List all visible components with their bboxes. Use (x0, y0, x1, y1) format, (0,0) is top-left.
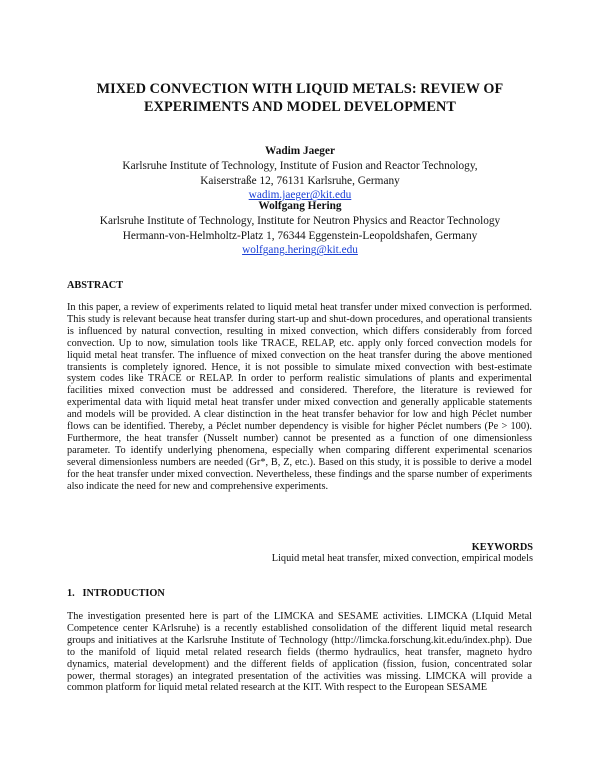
author-address: Kaiserstraße 12, 76131 Karlsruhe, Germany (200, 174, 400, 187)
author-name: Wadim Jaeger (265, 145, 335, 157)
author-block (40, 199, 560, 258)
paper-title: MIXED CONVECTION WITH LIQUID METALS: REVIEW OF EXPERIMENTS AND MODEL DEVELOPMENT (96, 81, 504, 115)
author-block (40, 144, 560, 203)
introduction-text: The investigation presented here is part of the LIMCKA and SESAME activities. LIMCKA (LIquid Metal Competence center KArlsruhe) is a recently established consolidation of the different liquid metal research groups and initiatives at the Karlsruhe Institute of Technology (http://limcka.forschung.kit.edu/index.php). Due to the manifold of liquid metal related research fields (thermo hydraulics, heat transfer, magneto hydro dynamics, material development) and the different fields of application (fission, fusion, concentrated solar power, thermal storages) an integrated presentation of the activities was missing. LIMCKA will provide a common platform for liquid metal related research at the KIT. With respect to the European SESAME (67, 611, 532, 694)
abstract-text: In this paper, a review of experiments related to liquid metal heat transfer under mixed convection is performed. This study is relevant because heat transfer during start-up and shut-down procedures, and operational transients is influenced by natural convection, resulting in mixed convection, which differs considerably from forced convection. Up to now, simulation tools like TRACE, RELAP, etc. apply only forced convection models for liquid metal heat transfer. The influence of mixed convection on the heat transfer during the above mentioned transients is completely ignored. Hence, it is not possible to simulate mixed convection with best-estimate system codes like TRACE or RELAP. In order to perform realistic simulations of plants and experimental facilities mixed convection must be addressed and considered. Therefore, the literature is reviewed for experimental data with liquid metal heat transfer under mixed convection and generally applicable statements and models will be provided. A clear distinction in the heat transfer behavior for low and high Péclet number flows can be identified. Thereby, a Péclet number dependency is visible for higher Péclet numbers (Pe > 100). Furthermore, the heat transfer (Nusselt number) cannot be presented as a function of one dimensionless parameter. To identify underlying phenomena, especially when comparing different experimental scenarios several dimensionless numbers are needed (Gr*, B, Z, etc.). Based on this study, it is possible to derive a model for the heat transfer under mixed convection. Nevertheless, these findings and the sparse number of experiments also indicate the need for new and comprehensive experiments. (67, 302, 532, 492)
keywords-heading: KEYWORDS (471, 542, 533, 553)
introduction-heading: 1. INTRODUCTION (67, 588, 165, 599)
author-email-link[interactable]: wadim.jaeger@kit.edu (248, 189, 352, 202)
author-name: Wolfgang Hering (258, 200, 342, 212)
author-email-link[interactable]: wolfgang.hering@kit.edu (242, 244, 358, 257)
author-affiliation: Karlsruhe Institute of Technology, Institute for Neutron Physics and Reactor Technology (99, 214, 501, 227)
keywords-text: Liquid metal heat transfer, mixed convection, empirical models (271, 553, 533, 564)
abstract-heading: ABSTRACT (67, 280, 124, 291)
author-address: Hermann-von-Helmholtz-Platz 1, 76344 Eggenstein-Leopoldshafen, Germany (122, 229, 478, 242)
author-affiliation: Karlsruhe Institute of Technology, Institute of Fusion and Reactor Technology, (122, 159, 478, 172)
